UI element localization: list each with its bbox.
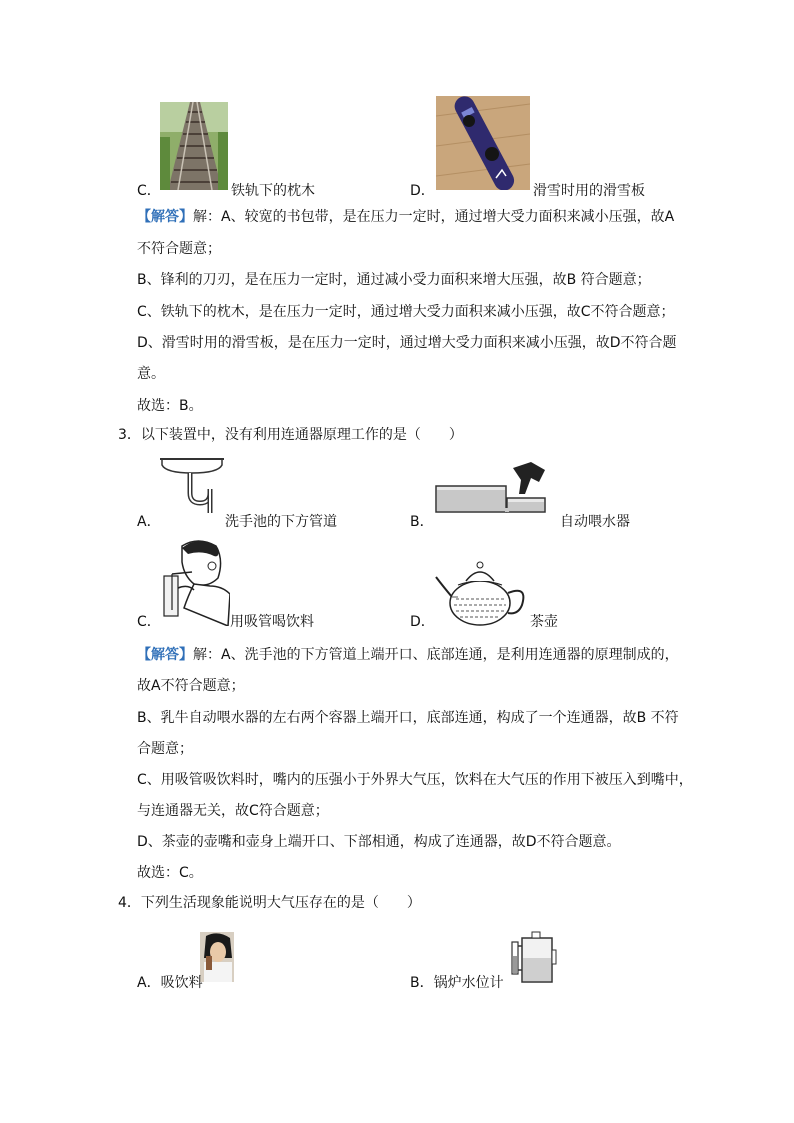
q3-option-b-label: B． [410,514,434,530]
q3-option-c-label: C． [137,614,161,630]
teapot-image [432,555,530,629]
option-c-caption: 铁轨下的枕木 [231,183,315,199]
q2-answer-line-7: 故选：B。 [137,398,203,414]
q4-option-a-label: A．吸饮料 [137,975,203,991]
boy-drinking-straw-image [158,538,230,626]
q3-answer-line-5: C、用吸管吸饮料时，嘴内的压强小于外界大气压，饮料在大气压的作用下被压入到嘴中， [137,772,693,788]
q3-answer-line-2: 故A不符合题意； [137,678,245,694]
q3-option-a-label: A． [137,514,161,530]
q3-answer-line-1: 【解答】解：A、洗手池的下方管道上端开口、底部连通，是利用连通器的原理制成的， [137,647,679,663]
answer-tag: 【解答】 [137,209,193,225]
q3-option-a-caption: 洗手池的下方管道 [225,514,337,530]
sink-pipe-image [160,455,224,513]
answer-tag: 【解答】 [137,647,193,663]
q3-option-c-caption: 用吸管喝饮料 [230,614,314,630]
option-c-label: C． [137,183,161,199]
auto-waterer-image [435,460,547,514]
q2-answer-line-5: D、滑雪时用的滑雪板，是在压力一定时，通过增大受力面积来减小压强，故D不符合题 [137,335,677,351]
q3-answer-line-8: 故选：C。 [137,865,203,881]
q2-answer-line-4: C、铁轨下的枕木，是在压力一定时，通过增大受力面积来减小压强，故C不符合题意； [137,304,675,320]
railway-sleeper-image [160,102,228,190]
q2-answer-line-2: 不符合题意； [137,241,221,257]
snowboard-image [436,96,530,190]
q3-answer-line-3: B、乳牛自动喂水器的左右两个容器上端开口，底部连通，构成了一个连通器，故B 不符 [137,710,679,726]
q3-option-b-caption: 自动喂水器 [560,514,630,530]
boiler-water-gauge-image [508,930,558,986]
q3-answer-line-6: 与连通器无关，故C符合题意； [137,803,329,819]
q2-answer-line-1: 【解答】解：A、较宽的书包带，是在压力一定时，通过增大受力面积来减小压强，故A [137,209,675,225]
q3-option-d-caption: 茶壶 [530,614,558,630]
q3-option-d-label: D． [410,614,435,630]
person-drinking-image [200,932,234,982]
option-d-label: D． [410,183,435,199]
q4-stem: 4．下列生活现象能说明大气压存在的是（ ） [118,895,421,911]
q2-answer-line-3: B、锋利的刀刃，是在压力一定时，通过减小受力面积来增大压强，故B 符合题意； [137,272,651,288]
q2-answer-line-6: 意。 [137,366,165,382]
option-d-caption: 滑雪时用的滑雪板 [533,183,645,199]
q3-answer-line-4: 合题意； [137,741,193,757]
q4-option-b-label: B．锅炉水位计 [410,975,504,991]
q3-answer-line-7: D、茶壶的壶嘴和壶身上端开口、下部相通，构成了连通器，故D不符合题意。 [137,834,621,850]
q3-stem: 3．以下装置中，没有利用连通器原理工作的是（ ） [118,427,463,443]
